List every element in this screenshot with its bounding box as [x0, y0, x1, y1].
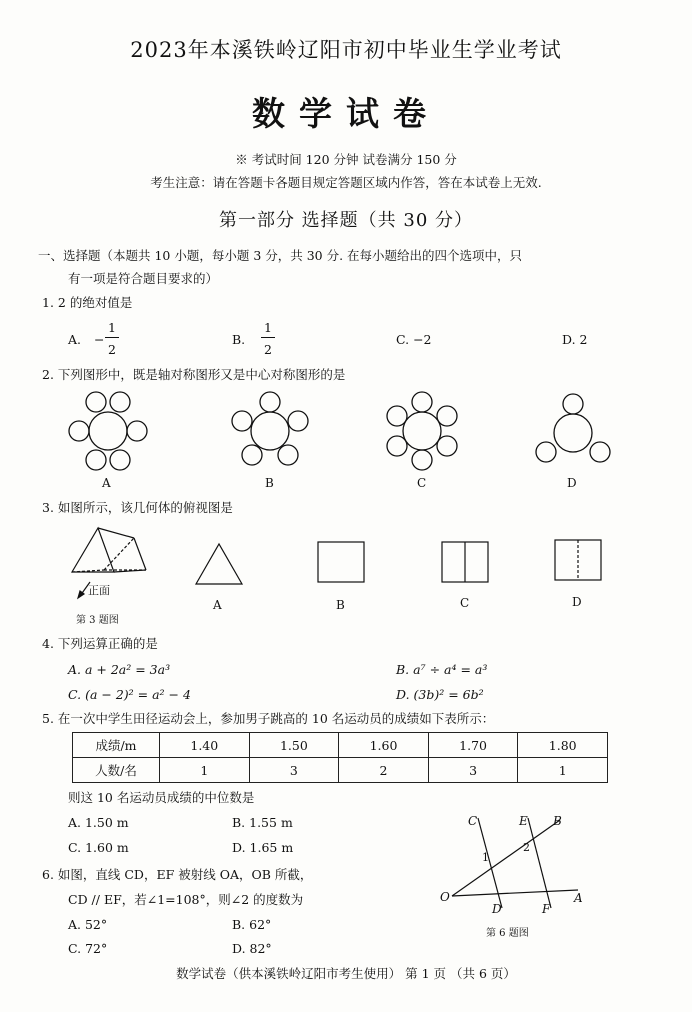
- q6-point-o: O: [440, 890, 450, 904]
- section-intro-line2: 有一项是符合题目要求的）: [68, 271, 219, 286]
- table-cell: 1.50: [249, 733, 339, 758]
- table-cell: 1.60: [339, 733, 429, 758]
- q5-stem: 5. 在一次中学生田径运动会上，参加男子跳高的 10 名运动员的成绩如下表所示：: [42, 711, 495, 726]
- q1-b-label: B.: [232, 332, 246, 347]
- q6-angle-2: 2: [523, 841, 530, 854]
- q6-option-d: D. 82°: [232, 941, 272, 956]
- q2-label-d: D: [567, 476, 577, 490]
- q5-option-c: C. 1.60 m: [68, 840, 129, 855]
- q1-option-d: D. 2: [562, 332, 588, 347]
- table-cell: 1.70: [428, 733, 518, 758]
- q1-option-b: [232, 320, 292, 364]
- table-row: [73, 758, 608, 783]
- q6-ray-ob: [452, 820, 560, 896]
- q6-stem-line2: CD // EF，若∠1=108°，则∠2 的度数为: [68, 892, 304, 907]
- section-intro-line1: 一、选择题（本题共 10 小题，每小题 3 分，共 30 分. 在每小题给出的四个选项中，只: [38, 248, 523, 263]
- q5-option-b: B. 1.55 m: [232, 815, 293, 830]
- q6-fig-caption: 第 6 题图: [486, 928, 529, 939]
- q6-option-a: A. 52°: [68, 917, 108, 932]
- page-footer: 数学试卷（供本溪铁岭辽阳市考生使用） 第 1 页 （共 6 页）: [176, 966, 516, 981]
- q1-stem: 1. 2 的绝对值是: [42, 295, 133, 310]
- q3-label-c: C: [460, 596, 470, 610]
- q6-line-ef: [528, 818, 551, 908]
- q1-option-a: [68, 320, 148, 364]
- q6-ray-oa: [452, 890, 578, 896]
- q1-a-numerator: 1: [108, 320, 116, 335]
- q6-figure: [0, 812, 692, 932]
- q3-option-b-square: [318, 542, 364, 582]
- q6-angle-1: 1: [482, 851, 489, 864]
- q4-option-d: D. (3b)² = 6b²: [396, 687, 484, 702]
- part-title: 第一部分 选择题（共 30 分）: [218, 210, 474, 231]
- q5-option-d: D. 1.65 m: [232, 840, 294, 855]
- q6-point-f: F: [542, 902, 551, 916]
- q2-label-b: B: [265, 476, 274, 490]
- q3-stem: 3. 如图所示，该几何体的俯视图是: [42, 500, 233, 515]
- table-cell: 1.40: [160, 733, 250, 758]
- table-row-header: 人数/名: [73, 758, 160, 783]
- q3-label-a: A: [213, 598, 222, 612]
- q4-option-c: C. (a − 2)² = a² − 4: [68, 687, 191, 702]
- q1-b-numerator: 1: [264, 320, 272, 335]
- q1-option-c: C. −2: [396, 332, 432, 347]
- q3-option-a-triangle: [196, 544, 242, 584]
- q5-option-a: A. 1.50 m: [68, 815, 129, 830]
- exam-title: 2023年本溪铁岭辽阳市初中毕业生学业考试: [130, 38, 562, 62]
- q4-option-b: B. a⁷ ÷ a⁴ = a³: [396, 662, 488, 677]
- q2-stem: 2. 下列图形中，既是轴对称图形又是中心对称图形的是: [42, 367, 346, 382]
- q1-a-sign: −: [94, 332, 105, 347]
- table-cell: 3: [249, 758, 339, 783]
- table-cell: 1: [518, 758, 608, 783]
- q1-a-fraction-bar: [105, 337, 119, 338]
- table-cell: 2: [339, 758, 429, 783]
- q4-stem: 4. 下列运算正确的是: [42, 636, 158, 651]
- table-row-header: 成绩/m: [73, 733, 160, 758]
- exam-info: ※ 考试时间 120 分钟 试卷满分 150 分: [235, 152, 457, 167]
- q2-label-a: A: [102, 476, 111, 490]
- q2-label-c: C: [417, 476, 427, 490]
- q3-option-d-dashed: [555, 540, 601, 580]
- q5-score-table: [72, 732, 608, 783]
- q1-b-denominator: 2: [264, 342, 272, 357]
- q6-point-a: A: [574, 891, 583, 905]
- q6-option-b: B. 62°: [232, 917, 272, 932]
- q6-point-d: D: [492, 902, 502, 916]
- q3-fig-caption: 第 3 题图: [76, 615, 119, 626]
- q2-figure-b: [232, 392, 308, 465]
- q4-option-a: A. a + 2a² = 3a³: [68, 662, 171, 677]
- q6-point-e: E: [519, 814, 528, 828]
- q1-a-label: A.: [68, 332, 82, 347]
- table-cell: 3: [428, 758, 518, 783]
- q5-question: 则这 10 名运动员成绩的中位数是: [68, 790, 255, 805]
- q3-option-c-split: [442, 542, 488, 582]
- table-row: [73, 733, 608, 758]
- table-cell: 1.80: [518, 733, 608, 758]
- q6-option-c: C. 72°: [68, 941, 108, 956]
- q1-a-denominator: 2: [108, 342, 116, 357]
- q6-point-c: C: [468, 814, 478, 828]
- table-cell: 1: [160, 758, 250, 783]
- q6-stem-line1: 6. 如图，直线 CD，EF 被射线 OA，OB 所截，: [42, 867, 313, 882]
- q2-figure-c: [387, 392, 457, 470]
- q3-label-d: D: [572, 595, 582, 609]
- q3-front-label: 正面: [88, 584, 110, 597]
- q2-figure-a: [69, 392, 147, 470]
- subject-title: 数学试卷: [252, 94, 440, 133]
- q6-point-b: B: [553, 814, 562, 828]
- q3-label-b: B: [336, 598, 345, 612]
- exam-notice: 考生注意：请在答题卡各题目规定答题区域内作答，答在本试卷上无效.: [150, 175, 542, 190]
- q2-figure-d: [536, 394, 610, 462]
- q1-b-fraction-bar: [261, 337, 275, 338]
